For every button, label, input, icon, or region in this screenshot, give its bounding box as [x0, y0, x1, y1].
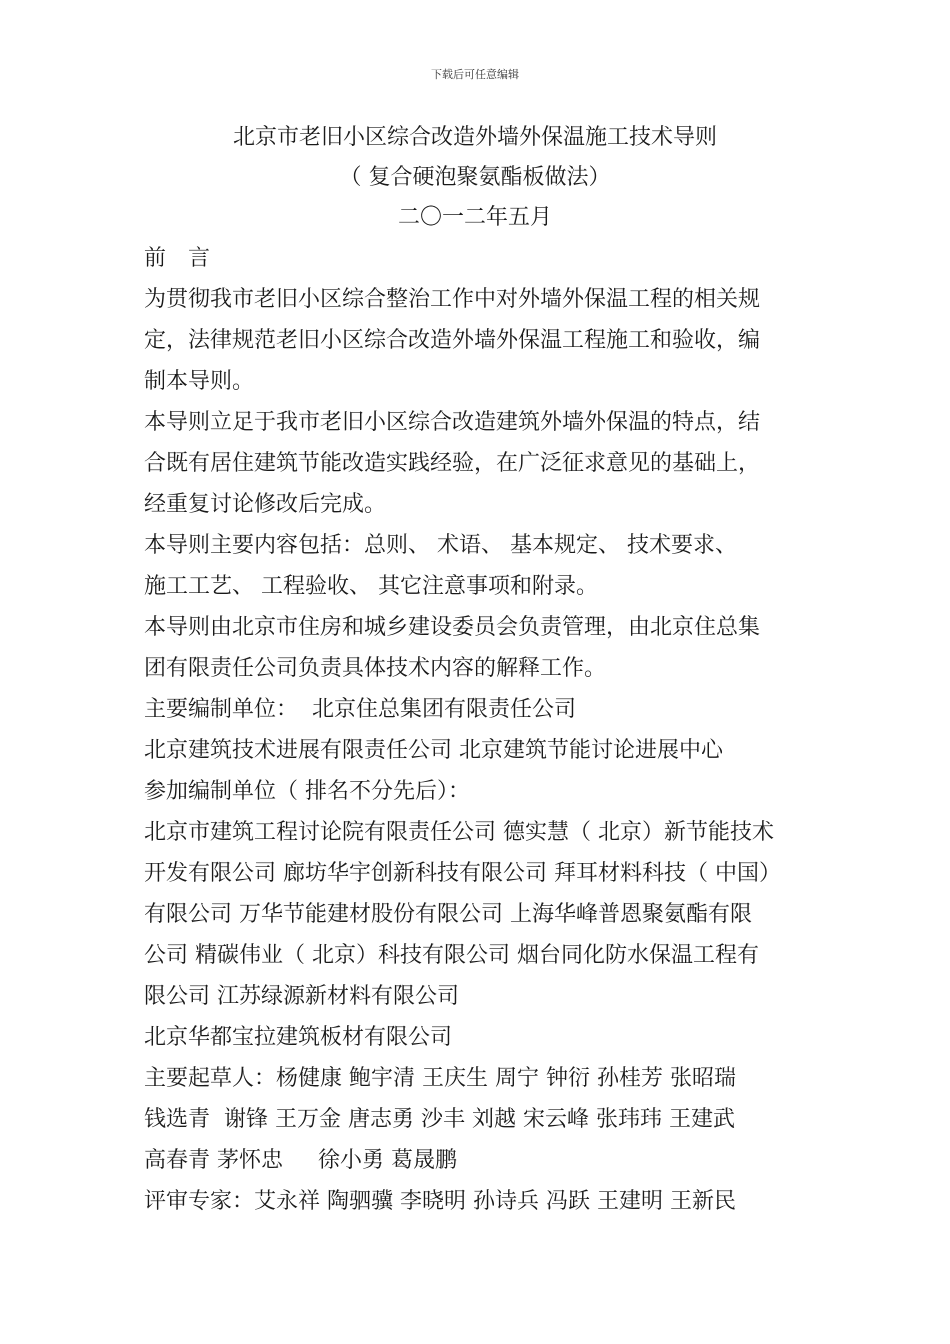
body-line: 钱选青 谢锋 王万金 唐志勇 沙丰 刘越 宋云峰 张玮玮 王建武 — [144, 1107, 735, 1132]
preface-heading: 前 言 — [144, 246, 211, 271]
body-line: 开发有限公司 廊坊华宇创新科技有限公司 拜耳材料科技（ 中国） — [144, 861, 781, 886]
drafters-line: 主要起草人：杨健康 鲍宇清 王庆生 周宁 钟衍 孙桂芳 张昭瑞 — [144, 1066, 736, 1091]
document-title: 北京市老旧小区综合改造外墙外保温施工技术导则 — [232, 125, 717, 150]
body-line: 高春青 茅怀忠 徐小勇 葛晟鹏 — [144, 1148, 457, 1173]
main-compilers-line: 主要编制单位： 北京住总集团有限责任公司 — [144, 697, 576, 722]
body-line: 北京市建筑工程讨论院有限责任公司 德实慧（ 北京）新节能技术 — [144, 820, 774, 845]
body-line: 限公司 江苏绿源新材料有限公司 — [144, 984, 459, 1009]
body-line: 制本导则。 — [144, 369, 255, 394]
document-title-block — [0, 118, 950, 238]
participating-units-heading: 参加编制单位（ 排名不分先后）： — [144, 779, 470, 804]
body-line: 本导则主要内容包括：总则、 术语、 基本规定、 技术要求、 — [144, 533, 737, 558]
document-subtitle: （ 复合硬泡聚氨酯板做法） — [339, 165, 611, 190]
body-line: 有限公司 万华节能建材股份有限公司 上海华峰普恩聚氨酯有限 — [144, 902, 752, 927]
body-line: 本导则立足于我市老旧小区综合改造建筑外墙外保温的特点，结 — [144, 410, 761, 435]
reviewers-line: 评审专家：艾永祥 陶驷骥 李晓明 孙诗兵 冯跃 王建明 王新民 — [144, 1189, 736, 1214]
body-line: 公司 精碳伟业（ 北京）科技有限公司 烟台同化防水保温工程有 — [144, 943, 759, 968]
body-line: 合既有居住建筑节能改造实践经验，在广泛征求意见的基础上， — [144, 451, 761, 476]
body-line: 定，法律规范老旧小区综合改造外墙外保温工程施工和验收，编 — [144, 328, 761, 353]
body-line: 本导则由北京市住房和城乡建设委员会负责管理，由北京住总集 — [144, 615, 761, 640]
document-body — [144, 238, 824, 1222]
body-line: 施工工艺、 工程验收、 其它注意事项和附录。 — [144, 574, 598, 599]
body-line: 北京华都宝拉建筑板材有限公司 — [144, 1025, 453, 1050]
body-line: 经重复讨论修改后完成。 — [144, 492, 387, 517]
header-note: 下载后可任意编辑 — [431, 68, 519, 81]
body-line: 为贯彻我市老旧小区综合整治工作中对外墙外保温工程的相关规 — [144, 287, 761, 312]
body-line: 北京建筑技术进展有限责任公司 北京建筑节能讨论进展中心 — [144, 738, 723, 763]
document-date: 二〇一二年五月 — [397, 205, 552, 230]
body-line: 团有限责任公司负责具体技术内容的解释工作。 — [144, 656, 607, 681]
